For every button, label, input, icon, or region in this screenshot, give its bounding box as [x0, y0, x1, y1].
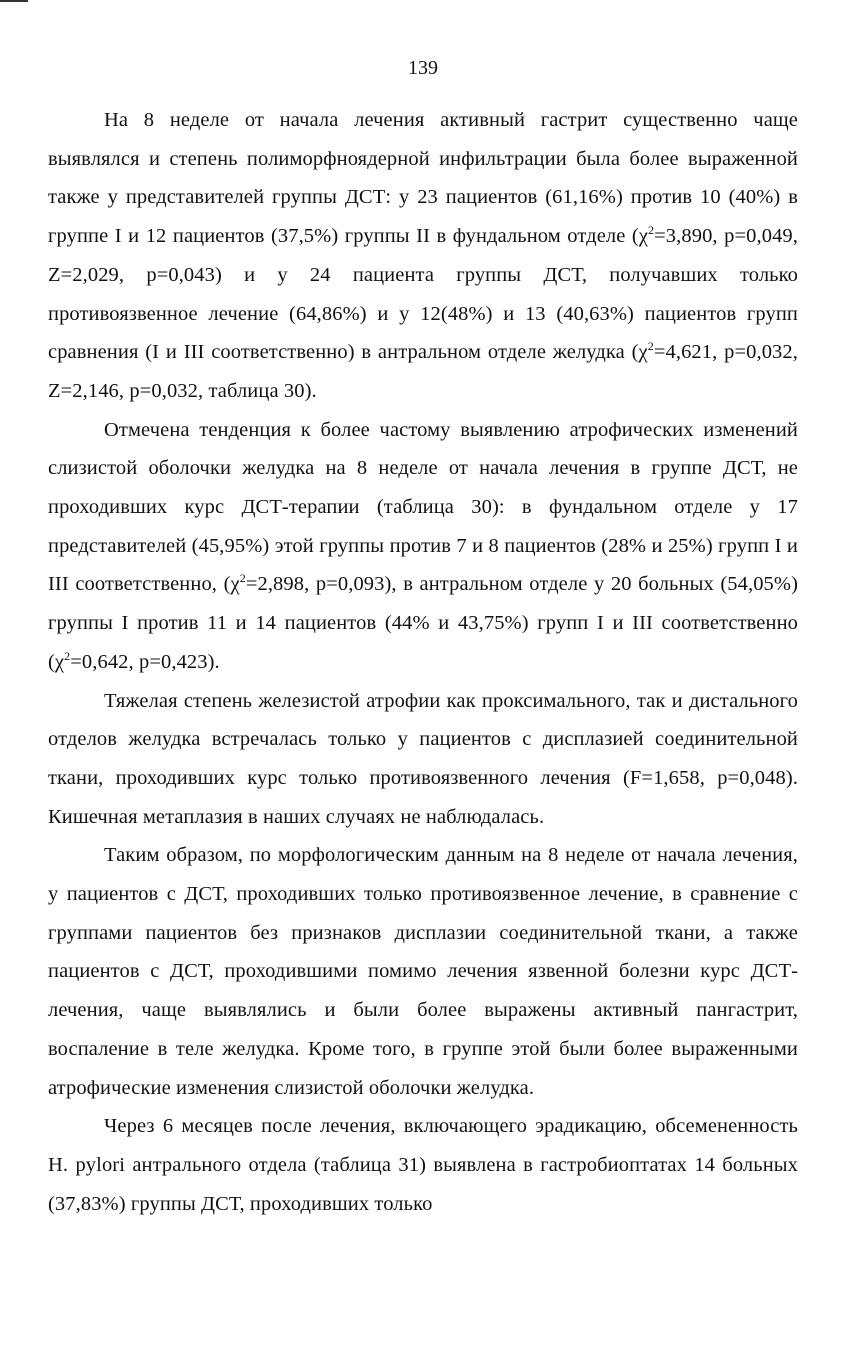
superscript: 2: [647, 339, 654, 354]
paragraph-1: [48, 101, 798, 411]
superscript: 2: [239, 571, 246, 586]
paragraph-4: Таким образом, по морфологическим данным на 8 неделе от начала лечения, у пациентов с ДСТ, проходивших только противоязвенное лечение, в сравнение с группами пациентов без признаков дисплазии соединительной ткани, а также пациентов с ДСТ, проходившими помимо лечения язвенной болезни курс ДСТ-лечения, чаще выявлялись и были более выражены активный пангастрит, воспаление в теле желудка. Кроме того, в группе этой были более выраженными атрофические изменения слизистой оболочки желудка.: [48, 844, 798, 1099]
text-segment: =4,621, p=0,032, Z=2,146, p=0,032, таблица 30).: [48, 341, 798, 402]
superscript: 2: [648, 223, 655, 238]
text-segment: На 8 неделе от начала лечения активный гастрит существенно чаще выявлялся и степень полиморфноядерной инфильтрации была более выраженной также у представителей группы ДСТ: у 23 пациентов (61,16%) против 10 (40%) в группе I и 12 пациентов (37,5%) группы II в фундальном отделе (χ: [48, 109, 798, 248]
page-number: 139: [408, 57, 438, 79]
paragraph-3: Тяжелая степень железистой атрофии как проксимального, так и дистального отделов желудка встречалась только у пациентов с дисплазией соединительной ткани, проходивших курс только противоязвенного лечения (F=1,658, p=0,048). Кишечная метаплазия в наших случаях не наблюдалась.: [48, 689, 798, 828]
text-segment: =3,890, p=0,049, Z=2,029, p=0,043) и у 24 пациента группы ДСТ, получавших только противоязвенное лечение (64,86%) и у 12(48%) и 13 (40,63%) пациентов групп сравнения (I и III соответственно) в антральном отделе желудка (χ: [48, 225, 798, 364]
paragraph-5: Через 6 месяцев после лечения, включающего эрадикацию, обсемененность H. pylori антрального отдела (таблица 31) выявлена в гастробиоптатах 14 больных (37,83%) группы ДСТ, проходивших только: [48, 1115, 798, 1215]
body-text: [48, 101, 798, 1223]
top-edge-rule: [0, 0, 28, 2]
text-segment: =0,642, p=0,423).: [70, 650, 220, 673]
paragraph-2: [48, 411, 798, 682]
text-segment: Отмечена тенденция к более частому выявлению атрофических изменений слизистой оболочки желудка на 8 неделе от начала лечения в группе ДСТ, не проходивших курс ДСТ-терапии (таблица 30): в фундальном отделе у 17 представителей (45,95%) этой группы против 7 и 8 пациентов (28% и 25%) групп I и III соответственно, (χ: [48, 418, 798, 596]
text-segment: =2,898, p=0,093), в антральном отделе у 20 больных (54,05%) группы I против 11 и 14 пациентов (44% и 43,75%) групп I и III соответственно (χ: [48, 573, 798, 673]
superscript: 2: [64, 648, 71, 663]
